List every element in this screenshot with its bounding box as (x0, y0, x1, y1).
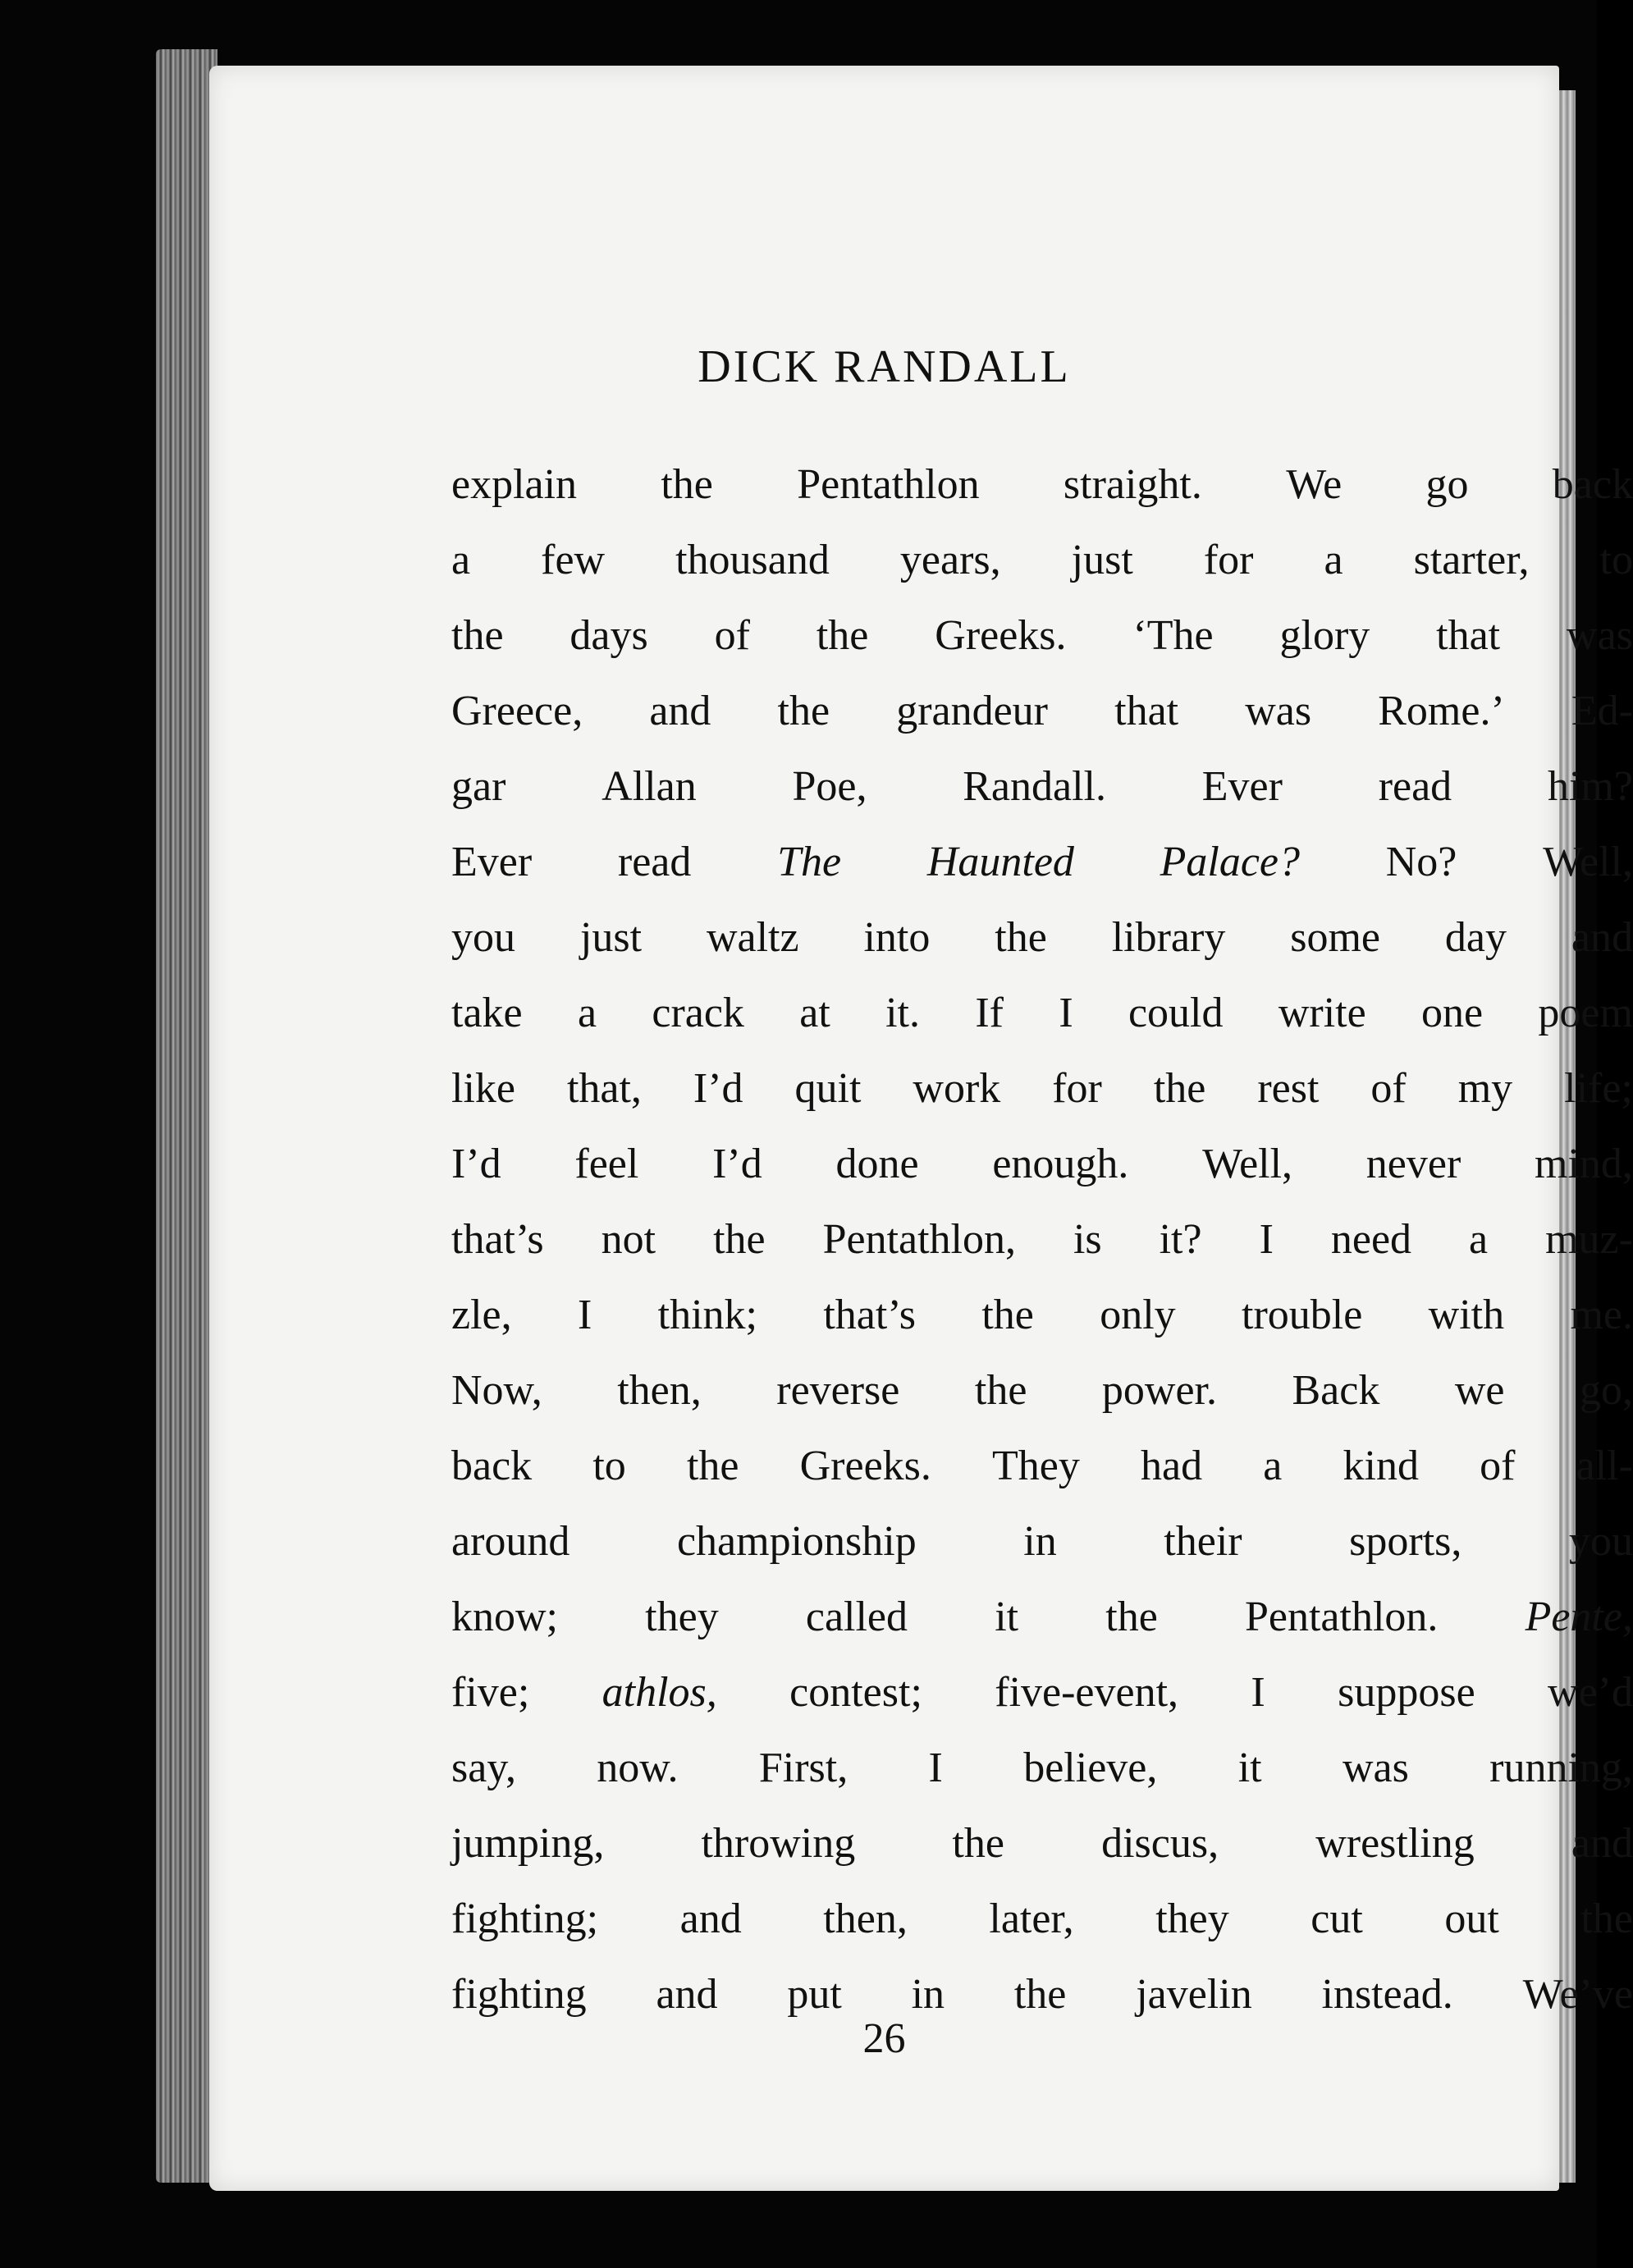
text-line: five; athlos, contest; five-event, I suppose we’d (451, 1669, 1633, 1716)
book-page-edges (156, 49, 217, 2183)
text-line: Ever read The Haunted Palace? No? Well, (451, 839, 1633, 885)
text-line: I’d feel I’d done enough. Well, never mind, (451, 1141, 1633, 1187)
text-line: around championship in their sports, you (451, 1518, 1633, 1565)
text-line: fighting; and then, later, they cut out the (451, 1895, 1633, 1942)
text-line: zle, I think; that’s the only trouble with me. (451, 1292, 1633, 1338)
page-number: 26 (862, 2015, 906, 2062)
running-head: DICK RANDALL (698, 341, 1071, 392)
body-text (451, 447, 1633, 2033)
text-line: fighting and put in the javelin instead. We’ve (451, 1971, 1633, 2018)
text-line: back to the Greeks. They had a kind of all- (451, 1443, 1633, 1489)
text-line: you just waltz into the library some day and (451, 914, 1633, 961)
text-line: take a crack at it. If I could write one poem (451, 990, 1633, 1036)
text-line: a few thousand years, just for a starter, to (451, 537, 1633, 583)
text-line: Now, then, reverse the power. Back we go, (451, 1367, 1633, 1414)
text-line: explain the Pentathlon straight. We go back (451, 461, 1633, 508)
text-line: know; they called it the Pentathlon. Pente, (451, 1594, 1633, 1640)
text-line: Greece, and the grandeur that was Rome.’ Ed- (451, 688, 1633, 734)
text-line: the days of the Greeks. ‘The glory that was (451, 612, 1633, 659)
text-line: that’s not the Pentathlon, is it? I need a muz- (451, 1216, 1633, 1263)
book-page (209, 66, 1633, 2191)
text-line: say, now. First, I believe, it was running, (451, 1744, 1633, 1791)
text-line: like that, I’d quit work for the rest of my life; (451, 1065, 1633, 1112)
text-line: jumping, throwing the discus, wrestling and (451, 1820, 1633, 1867)
text-line: gar Allan Poe, Randall. Ever read him? (451, 763, 1633, 810)
